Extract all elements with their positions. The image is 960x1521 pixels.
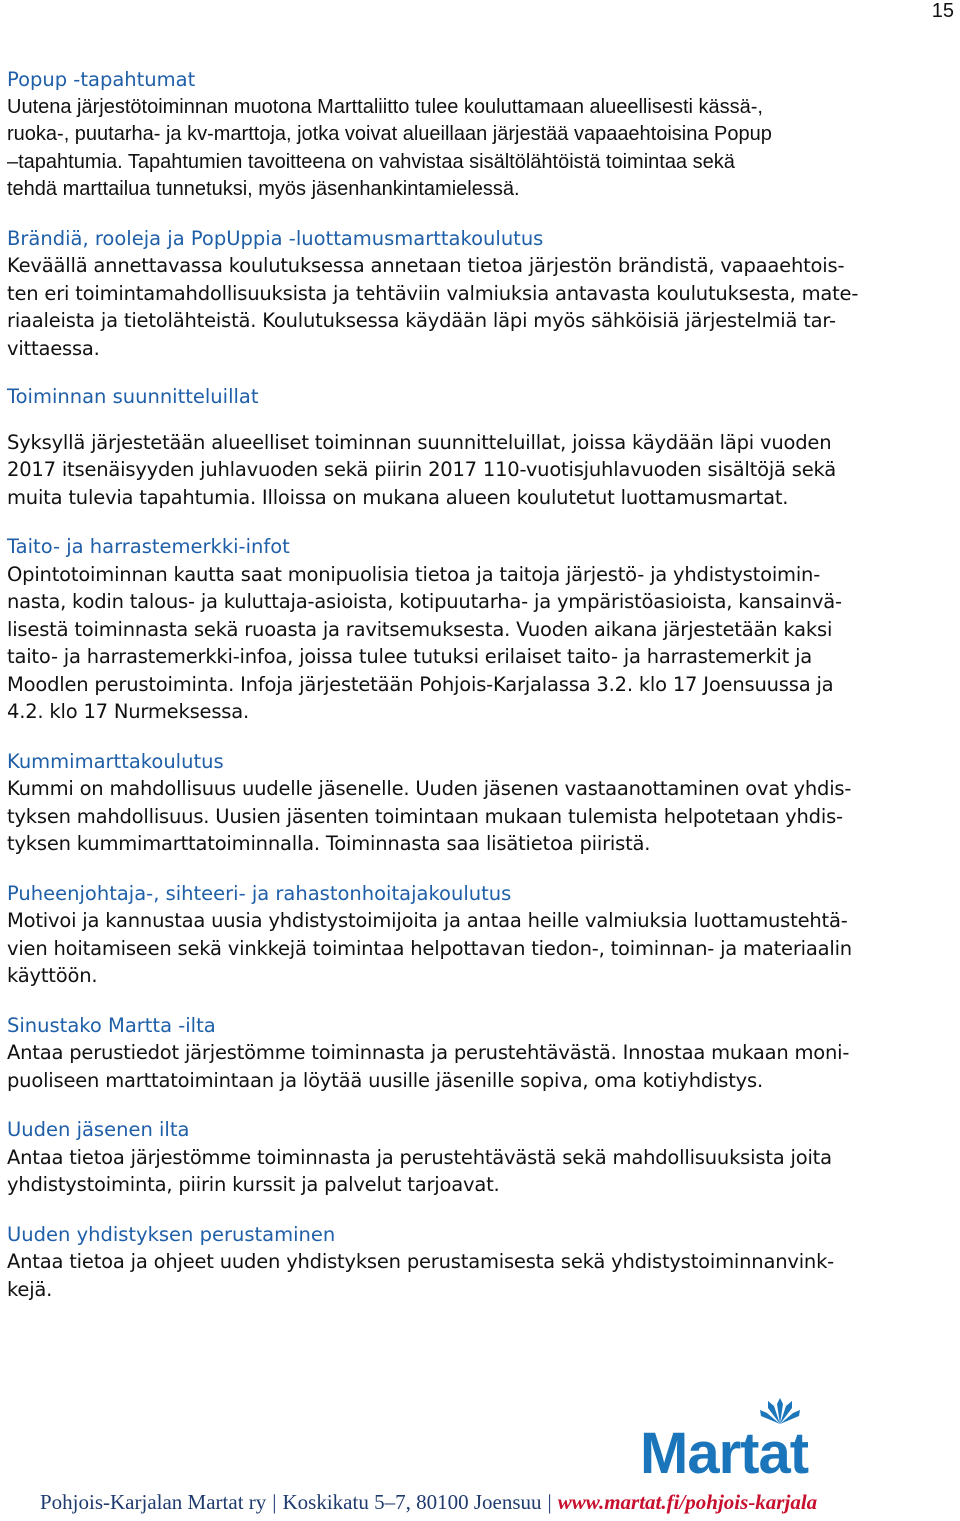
section-heading: Uuden yhdistyksen perustaminen (7, 1222, 336, 1246)
footer-address: Koskikatu 5–7, 80100 Joensuu (282, 1490, 542, 1514)
section-heading: Kummimarttakoulutus (7, 749, 224, 773)
section-heading: Uuden jäsenen ilta (7, 1118, 190, 1141)
section-yhdistyksen-perustaminen (7, 1221, 955, 1304)
section-uuden-jasenen-ilta (7, 1116, 955, 1199)
section-heading: Puheenjohtaja-, sihteeri- ja rahastonhoitajakoulutus (7, 881, 512, 905)
section-text: Syksyllä järjestetään alueelliset toiminnan suunnitteluillat, joissa käydään läpi vuoden 2017 itsenäisyyden juhlavuoden sekä piirin 2017 110-vuotisjuhlavuoden sisältöjä sekä muita tulevia tapahtumia. Illoissa on mukana alueen koulutetut luottamusmartat. (7, 430, 837, 509)
logo-wordmark: Martat (640, 1421, 809, 1486)
section-kummimartta (7, 748, 955, 858)
footer-org: Pohjois-Karjalan Martat ry (40, 1490, 267, 1514)
section-heading: Popup -tapahtumat (7, 68, 196, 91)
section-text: Antaa perustiedot järjestömme toiminnasta ja perustehtävästä. Innostaa mukaan moni- puoliseen marttatoimintaan ja löytää uusille jäsenille sopiva, oma kotiyhdistys. (7, 1041, 850, 1092)
section-heading: Brändiä, rooleja ja PopUppia -luottamusmarttakoulutus (7, 226, 544, 250)
section-text: Kummi on mahdollisuus uudelle jäsenelle. Uuden jäsenen vastaanottaminen ovat yhdis- tyksen mahdollisuus. Uusien jäsenten toimintaan mukaan tulemista helpotetaan yhdis- tyksen kummimarttatoiminnalla. Toiminnasta saa lisätietoa piiristä. (7, 777, 852, 855)
section-heading: Toiminnan suunnitteluillat (7, 385, 259, 408)
section-text: Opintotoiminnan kautta saat monipuolisia tietoa ja taitoja järjestö- ja yhdistystoimin- nasta, kodin talous- ja kuluttaja-asioista, kotipuutarha- ja ympäristöasioista, kansainvä- lisestä toiminnasta sekä ruoasta ja ravitsemuksesta. Vuoden aikana järjestetään kaksi taito- ja harrastemerkki-infoa, joissa tulee tutuksi erilaiset taito- ja harrastemerkit ja Moodlen perustoiminta. Infoja järjestetään Pohjois-Karjalassa 3.2. klo 17 Joensuussa ja 4.2. klo 17 Nurmeksessa. (7, 562, 842, 723)
section-text: Antaa tietoa järjestömme toiminnasta ja perustehtävästä sekä mahdollisuuksista joita yhdistystoiminta, piirin kurssit ja palvelut tarjoavat. (7, 1145, 832, 1196)
section-heading: Sinustako Martta -ilta (7, 1013, 216, 1037)
footer-url-link[interactable]: www.martat.fi/pohjois-karjala (557, 1490, 818, 1514)
footer-separator: | (272, 1490, 277, 1514)
section-text: Keväällä annettavassa koulutuksessa annetaan tietoa järjestön brändistä, vapaaehtois- ten eri toimintamahdollisuuksista ja tehtäviin valmiuksia antavasta koulutuksesta, mate- riaaleista ja tietolähteistä. Koulutuksessa käydään läpi myös sähköisiä järjestelmiä tar- vittaessa. (7, 254, 859, 360)
page-number: 15 (931, 0, 954, 22)
footer-separator: | (547, 1490, 552, 1514)
page-footer (0, 1392, 960, 1521)
section-text: Uutena järjestötoiminnan muotona Marttaliitto tulee kouluttamaan alueellisesti kässä-, ruoka-, puutarha- ja kv-marttoja, jotka voivat alueillaan järjestää vapaaehtoisina Popup –tapahtumia. Tapahtumien tavoitteena on vahvistaa sisältölähtöistä toimintaa sekä tehdä marttailua tunnetuksi, myös jäsenhankintamielessä. (7, 95, 772, 200)
section-suunnitteluillat (7, 383, 955, 511)
section-brandi (7, 225, 955, 363)
section-puheenjohtaja (7, 880, 955, 990)
section-heading: Taito- ja harrastemerkki-infot (7, 535, 290, 558)
section-sinustako-martta (7, 1012, 955, 1095)
section-popup (7, 66, 955, 204)
section-text: Motivoi ja kannustaa uusia yhdistystoimijoita ja antaa heille valmiuksia luottamustehtä- vien hoitamiseen sekä vinkkejä toimintaa helpottavan tiedon-, toiminnan- ja materiaalin käyttöön. (7, 909, 852, 987)
martat-logo (640, 1396, 820, 1486)
section-text: Antaa tietoa ja ohjeet uuden yhdistyksen perustamisesta sekä yhdistystoiminnanvink- kejä. (7, 1250, 834, 1301)
section-taito-infot (7, 533, 955, 726)
footer-contact-line (40, 1490, 817, 1515)
document-body (7, 66, 955, 1303)
